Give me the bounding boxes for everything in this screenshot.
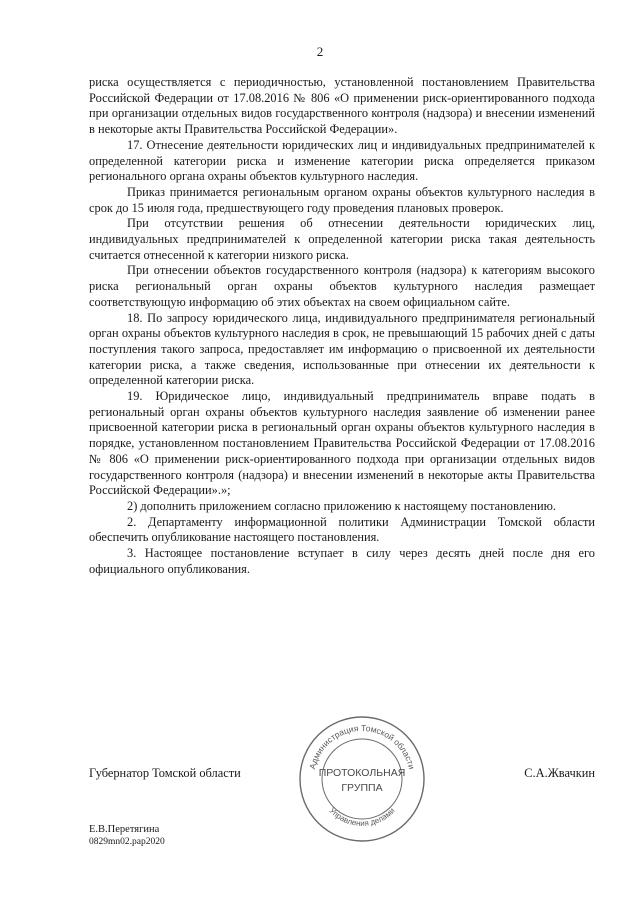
paragraph-19: 19. Юридическое лицо, индивидуальный предприниматель вправе подать в региональный орган охраны объектов культурного наследия заявление об изменении ранее присвоенной категории риска в региональный орган охраны объектов культурного наследия в порядке, установленном постановлением Правительства Российской Федерации от 17.08.2016 № 806 «О применении риск-ориентированного подхода при организации отдельных видов государственного контроля (надзора) и внесении изменений в некоторые акты Правительства Российской Федерации».»; <box>89 389 595 498</box>
stamp-bottom-text: Управления делами <box>327 806 397 828</box>
stamp-graphic <box>296 713 428 845</box>
paragraph-high-risk: При отнесении объектов государственного контроля (надзора) к категориям высокого риска региональный орган охраны объектов культурного наследия размещает соответствующую информацию об этих объектах на своем официальном сайте. <box>89 263 595 309</box>
official-stamp <box>296 713 428 845</box>
document-body <box>89 75 595 578</box>
paragraph-continuation: риска осуществляется с периодичностью, установленной постановлением Правительства Российской Федерации от 17.08.2016 № 806 «О применении риск-ориентированного подхода при организации отдельных видов государственного контроля (надзора) и внесении изменений в некоторые акты Правительства Российской Федерации». <box>89 75 595 137</box>
paragraph-order-deadline: Приказ принимается региональным органом охраны объектов культурного наследия в срок до 15 июля года, предшествующего году проведения плановых проверок. <box>89 184 595 215</box>
paragraph-17: 17. Отнесение деятельности юридических лиц и индивидуальных предпринимателей к определенной категории риска и изменение категории риска определяется приказом регионального органа охраны объектов культурного наследия. <box>89 137 595 184</box>
executor-name: Е.В.Перетягина <box>89 824 160 835</box>
document-code: 0829mn02.pap2020 <box>89 837 165 847</box>
page-number: 2 <box>316 44 324 59</box>
paragraph-item-2-annex: 2) дополнить приложением согласно приложению к настоящему постановлению. <box>127 498 556 513</box>
signatory-name: С.А.Жвачкин <box>524 766 595 780</box>
paragraph-low-risk: При отсутствии решения об отнесении деятельности юридических лиц, индивидуальных предпринимателей к определенной категории риска такая деятельность считается отнесенной к категории низкого риска. <box>89 216 595 262</box>
executor-block <box>89 823 165 849</box>
stamp-center-line-2: ГРУППА <box>341 782 383 794</box>
signatory-position: Губернатор Томской области <box>89 766 241 780</box>
paragraph-clause-2: 2. Департаменту информационной политики Администрации Томской области обеспечить опубликование настоящего постановления. <box>89 514 595 545</box>
paragraph-clause-3: 3. Настоящее постановление вступает в силу через десять дней после дня его официального опубликования. <box>89 546 595 576</box>
paragraph-18: 18. По запросу юридического лица, индивидуального предпринимателя региональный орган охраны объектов культурного наследия в срок, не превышающий 15 рабочих дней с даты поступления такого запроса, предоставляет им информацию о присвоенной их деятельности категории риска, а также сведения, использованные при отнесении их деятельности к определенной категории риска. <box>89 310 595 388</box>
stamp-outer-text: Администрация Томской области <box>307 722 417 771</box>
stamp-center-line-1: ПРОТОКОЛЬНАЯ <box>318 767 406 779</box>
svg-text:Управления делами <box>327 806 396 828</box>
